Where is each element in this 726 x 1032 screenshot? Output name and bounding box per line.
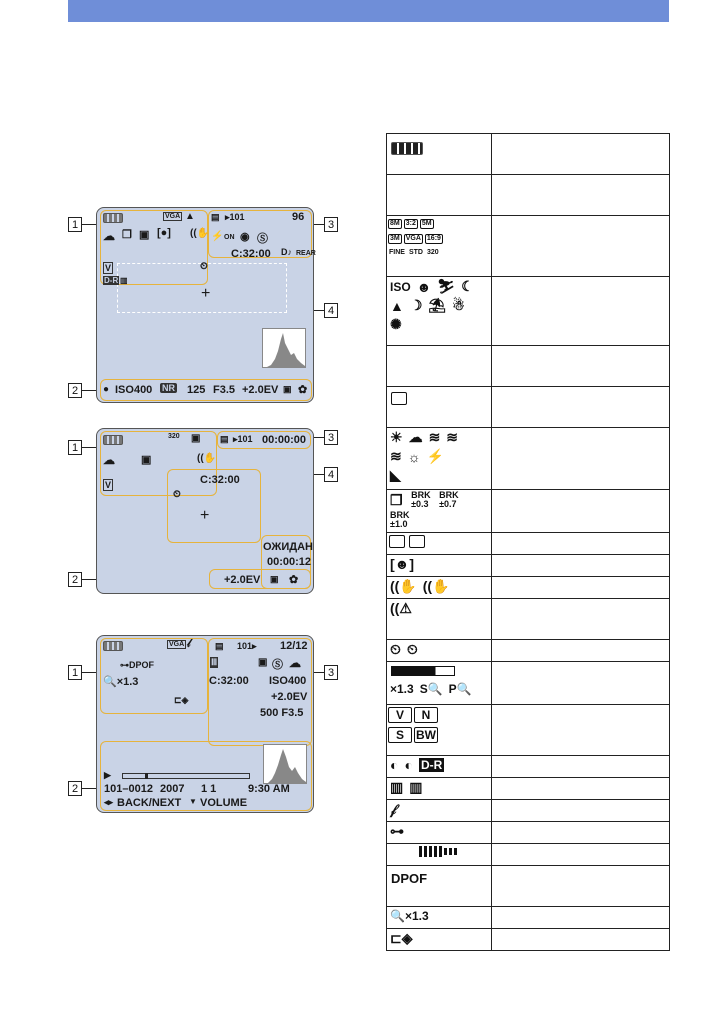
folder-icon: 101▸: [237, 641, 257, 651]
protect-icon: ⊶: [390, 823, 404, 839]
capture-time: C:32:00: [209, 675, 249, 687]
dpof-label: ⊶DPOF: [120, 660, 155, 670]
table-row: [387, 277, 670, 346]
steadyshot-icon: ((✋: [190, 228, 210, 239]
white-balance-icon: ☁: [289, 656, 301, 670]
left-right-arrows-icon: ◂▸: [104, 797, 114, 807]
cancel-icon: ⊏◈: [174, 695, 189, 705]
capture-time: C:32:00: [231, 248, 271, 260]
zoom-scale-icon: [391, 666, 455, 676]
iso-icon: ISO: [390, 279, 411, 294]
steadyshot-off-icon: ((✋: [422, 578, 450, 594]
scene-fireworks-icon: ✺: [390, 316, 402, 332]
ev-value: +2.0EV: [242, 384, 279, 396]
table-row: [387, 599, 670, 640]
table-row: [387, 907, 670, 929]
file-number: 101–0012: [104, 783, 153, 795]
wb-cloudy-icon: ☁: [408, 429, 423, 445]
folder-icon: ▸101: [233, 434, 253, 444]
sharpness-plus-icon: ▥: [409, 779, 423, 795]
precision-zoom-icon: P🔍: [448, 682, 472, 696]
dro-icon: D-R: [420, 758, 443, 772]
color-mode-icon: V: [105, 263, 112, 273]
self-timer-icon: ⏲: [200, 261, 208, 272]
remaining-shots: 96: [292, 211, 305, 223]
wb-flash-icon: ⚡: [426, 448, 445, 464]
table-row: [387, 216, 670, 277]
playback-bar-marker: [145, 773, 148, 779]
rec-date: 1 1: [201, 783, 217, 795]
flash-mode-icon: ⚡: [211, 231, 224, 242]
marker-1b: 1: [68, 440, 82, 455]
scene-beach-icon: ⛱: [428, 297, 447, 313]
table-row: [387, 134, 670, 175]
standby-label: ОЖИДАН: [263, 541, 313, 553]
quality-320-icon: 320: [426, 249, 439, 257]
macro-icon: ✿: [289, 574, 299, 586]
spot-metering-icon: ▣: [141, 454, 152, 466]
table-row: [387, 756, 670, 778]
size-8m-icon: 8M: [390, 219, 400, 227]
marker-1: 1: [68, 217, 82, 232]
wb-custom-icon: ◣: [390, 467, 401, 483]
table-row: [387, 800, 670, 822]
sharpness-minus-icon: ▥: [390, 779, 404, 795]
elapsed-time: 00:00:12: [267, 556, 312, 568]
scene-twilight-icon: ☽: [409, 297, 423, 313]
histogram: [263, 744, 307, 784]
rec-dot-icon: ●: [103, 384, 110, 395]
image-count: 12/12: [280, 640, 308, 652]
battery-icon: [103, 641, 123, 651]
iso-value: ISO400: [115, 384, 153, 396]
memory-card-icon: ▤: [220, 434, 229, 444]
movie-time: 00:00:00: [262, 434, 307, 446]
wb-fluorescent1-icon: ≋: [428, 429, 441, 445]
face-detect-icon: [☻]: [390, 556, 415, 572]
table-row: [387, 778, 670, 800]
size-vga-icon: VGA: [405, 234, 421, 242]
table-row: [387, 387, 670, 428]
marker-2b: 2: [68, 572, 82, 587]
smart-zoom-icon: S🔍: [419, 682, 443, 696]
scene-landscape-icon: ▲: [185, 211, 195, 222]
scene-landscape-icon: ▲: [390, 297, 404, 314]
table-row: [387, 346, 670, 387]
color-sepia-icon: S: [388, 727, 412, 743]
wb-fluorescent2-icon: ≋: [446, 429, 459, 445]
shutter-value: 125: [187, 384, 206, 396]
lcd-screen-playback: [96, 635, 314, 813]
self-timer-10s-icon: ⏲: [390, 641, 401, 657]
down-arrow-icon: ▼: [189, 797, 197, 806]
wb-daylight-icon: ☀: [390, 429, 403, 445]
bracket-07-icon: BRK ±0.7: [439, 490, 459, 509]
lcd-screen-shooting: [96, 207, 314, 403]
print-icon: 𝓁: [187, 638, 191, 650]
self-timer-icon: ⏲: [173, 489, 181, 500]
wb-fluorescent3-icon: ≋: [390, 448, 402, 464]
rear-label: REAR: [296, 250, 316, 257]
nr-badge: NR: [162, 383, 175, 393]
dpof-icon: DPOF: [391, 871, 428, 886]
flash-on-label: ON: [224, 234, 235, 241]
playback-bar[interactable]: [122, 773, 250, 779]
burst-icon: ❐: [122, 229, 132, 241]
bracket-10-icon: BRK ±1.0: [390, 510, 410, 529]
table-row: [387, 705, 670, 756]
macro-icon: ✿: [298, 384, 308, 396]
white-balance-icon: ☁: [103, 453, 115, 467]
battery-icon: [391, 142, 423, 155]
white-balance-icon: ☁: [103, 229, 115, 243]
table-row: [387, 822, 670, 844]
aperture-value: F3.5: [213, 384, 236, 396]
iso-value: ISO400: [269, 675, 307, 687]
steadyshot-icon: ((✋: [197, 453, 217, 464]
lcd-screen-movie: [96, 428, 314, 594]
color-natural-icon: N: [414, 707, 438, 723]
marker-3b: 3: [324, 430, 338, 445]
histogram: [262, 328, 306, 368]
scene-night-portrait-icon: ☾: [461, 278, 474, 294]
center-metering-icon: [409, 535, 425, 548]
play-icon[interactable]: ▶: [104, 770, 111, 780]
steadyshot-on-icon: ((✋: [390, 578, 417, 594]
image-size-badge: VGA: [169, 641, 185, 648]
image-size-badge: VGA: [165, 213, 181, 220]
dro-mode-icon: D♪: [281, 247, 292, 257]
table-row: [387, 929, 670, 951]
af-center-mark: +: [200, 507, 210, 524]
contrast-plus-icon: ◐: [404, 757, 413, 773]
quality-fine-icon: FINE: [389, 249, 405, 257]
shake-warning-icon: ((⚠: [390, 600, 412, 616]
size-16-9-icon: 16:9: [426, 234, 441, 242]
wb-incandescent-icon: ☼: [407, 448, 421, 465]
section-header-bar: [68, 0, 669, 22]
af-center-mark: +: [201, 285, 211, 302]
table-row: [387, 428, 670, 490]
table-row: [387, 555, 670, 577]
battery-icon: [103, 435, 123, 445]
zoom-ratio: ×1.3: [390, 682, 414, 696]
cancel-icon: ⊏◈: [390, 930, 413, 946]
ev-value: +2.0EV: [271, 691, 308, 703]
contrast-minus-icon: ◐: [390, 757, 399, 773]
memory-card-icon: ▤: [211, 212, 220, 222]
spot-icon: ▣: [258, 657, 268, 668]
quality-std-icon: STD: [408, 249, 423, 257]
marker-2c: 2: [68, 781, 82, 796]
rec-year: 2007: [160, 783, 185, 795]
marker-2: 2: [68, 383, 82, 398]
table-row: [387, 533, 670, 555]
table-row: [387, 866, 670, 907]
zoom-indicator: 🔍×1.3: [103, 676, 139, 688]
color-mode-icon: V: [105, 480, 112, 490]
marker-4b: 4: [324, 467, 338, 482]
movie-mode-icon: ▣: [191, 433, 201, 444]
table-row: [387, 175, 670, 216]
scene-sport-icon: ⛷: [437, 278, 456, 294]
metering-icon: ▣: [283, 384, 292, 394]
bracket-03-icon: BRK ±0.3: [411, 490, 431, 509]
memory-card-icon: ▤: [215, 641, 224, 651]
scene-snow-icon: ☃: [452, 297, 465, 313]
burst-icon: ❐: [390, 491, 403, 508]
back-next-label[interactable]: BACK/NEXT: [117, 797, 182, 809]
shutter-aperture: 500 F3.5: [260, 707, 304, 719]
size-5m-icon: 5M: [421, 219, 432, 227]
zoom-playback-icon: 🔍×1.3: [390, 909, 429, 923]
table-row: [387, 490, 670, 533]
volume-label[interactable]: VOLUME: [200, 797, 248, 809]
ev-value: +2.0EV: [224, 574, 261, 586]
table-row: [387, 577, 670, 599]
marker-3c: 3: [324, 665, 338, 680]
scene-portrait-icon: ☻: [416, 278, 432, 295]
capture-time: C:32:00: [200, 474, 240, 486]
size-3m-icon: 3M: [390, 234, 400, 242]
folder-icon: ▸101: [225, 212, 245, 222]
color-vivid-icon: V: [388, 707, 412, 723]
marker-1c: 1: [68, 665, 82, 680]
dro-icon: D-R: [104, 276, 119, 285]
color-bw-icon: BW: [416, 728, 436, 742]
multi-metering-icon: [389, 535, 405, 548]
table-row: [387, 640, 670, 662]
marker-3: 3: [324, 217, 338, 232]
table-row: [387, 662, 670, 705]
table-row: [387, 844, 670, 866]
no-flash-icon: Ⓢ: [272, 659, 283, 671]
rec-time: 9:30 AM: [248, 783, 290, 795]
self-timer-2s-icon: ⏲: [406, 641, 418, 657]
dro-plus-icon: ▥: [120, 276, 128, 285]
red-eye-icon: ◉: [240, 231, 250, 243]
print-icon: 𝒻: [390, 801, 397, 817]
icon-legend-table: [386, 133, 670, 951]
spot-metering-icon: ▣: [139, 229, 150, 241]
level-meter-icon: [419, 844, 459, 858]
dro-badge: Ⅲ: [211, 657, 218, 667]
movie-size-badge: 320: [168, 433, 180, 440]
marker-4: 4: [324, 303, 338, 318]
spot-metering-icon: [391, 392, 407, 405]
battery-icon: [103, 213, 123, 223]
no-flash-icon: Ⓢ: [257, 233, 268, 245]
size-3-2-icon: 3:2: [405, 219, 416, 227]
face-detect-icon: [●]: [157, 227, 171, 239]
metering-icon: ▣: [270, 574, 279, 584]
